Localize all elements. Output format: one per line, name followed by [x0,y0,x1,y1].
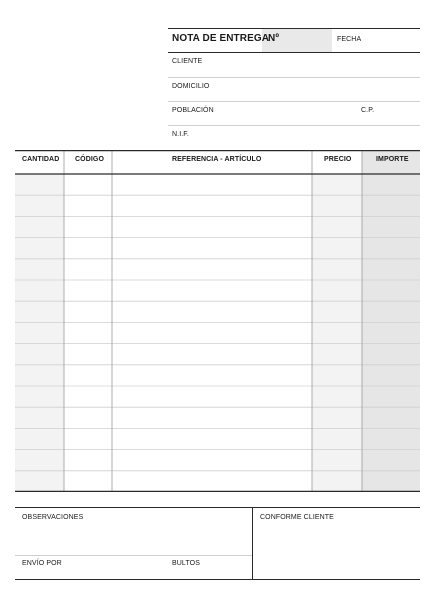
shipping-label: ENVÍO POR [22,560,62,567]
tax-id-label: N.I.F. [172,131,189,138]
date-label: FECHA [337,36,362,43]
observations-label: OBSERVACIONES [22,514,84,521]
address-line[interactable] [168,101,420,102]
footer-bottom-rule [15,579,420,580]
observations-bottom-line [15,555,252,556]
city-label: POBLACIÓN [172,107,214,114]
city-line[interactable] [168,125,420,126]
footer-top-rule [15,507,420,508]
items-table [15,150,420,492]
packages-label: BULTOS [172,560,200,567]
footer-divider [252,508,253,580]
number-label: Nº [268,33,280,44]
col-header-quantity: CANTIDAD [22,156,60,163]
client-label: CLIENTE [172,58,203,65]
client-line[interactable] [168,77,420,78]
header-title-rule [168,52,420,53]
col-header-code: CÓDIGO [75,156,104,163]
col-header-reference: REFERENCIA - ARTÍCULO [172,156,262,163]
address-label: DOMICILIO [172,83,210,90]
client-approval-label: CONFORME CLIENTE [260,514,334,521]
amount-column-shade [362,150,420,492]
document-title: NOTA DE ENTREGA [172,33,270,44]
price-column-shade [312,174,362,492]
items-table-grid [15,150,420,492]
col-header-amount: IMPORTE [376,156,409,163]
col-header-price: PRECIO [324,156,352,163]
postal-code-label: C.P. [361,107,375,114]
quantity-column-shade [15,174,64,492]
